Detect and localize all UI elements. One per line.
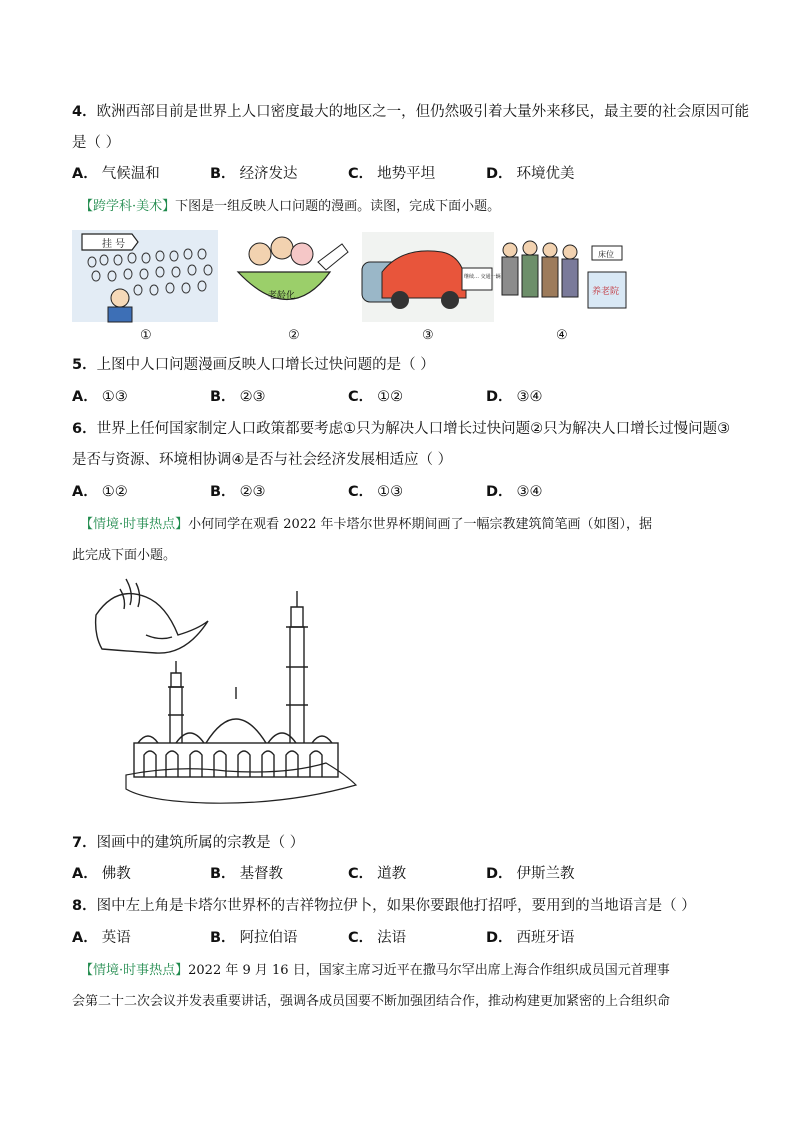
q4-option-b[interactable]: B． 经济发达 <box>210 166 298 182</box>
comic-queue-image <box>72 230 218 322</box>
q5-stem: 5．上图中人口问题漫画反映人口增长过快问题的是（ ） <box>72 357 435 373</box>
comic-label-4: ④ <box>556 328 568 343</box>
note-current-events-1-line2: 此完成下面小题。 <box>72 548 177 563</box>
q8-option-d[interactable]: D． 西班牙语 <box>486 930 575 946</box>
q6-option-c[interactable]: C． ①③ <box>348 484 404 500</box>
q4-stem-line2: 是（ ） <box>72 135 121 151</box>
q4-option-c[interactable]: C． 地势平坦 <box>348 166 436 182</box>
q6-option-a[interactable]: A． ①② <box>72 484 128 500</box>
q6-stem-line2: 是否与资源、环境相协调④是否与社会经济发展相适应（ ） <box>72 452 453 468</box>
comic-label-2: ② <box>288 328 300 343</box>
q7-option-d[interactable]: D． 伊斯兰教 <box>486 866 575 882</box>
comic-aging-label: 老龄化 <box>268 291 296 301</box>
comic-queue-sign: 挂 号 <box>102 239 126 250</box>
q7-option-b[interactable]: B． 基督教 <box>210 866 284 882</box>
q8-option-c[interactable]: C． 法语 <box>348 930 407 946</box>
note-current-events-2: 【情境·时事热点】2022 年 9 月 16 日，国家主席习近平在撒马尔罕出席上海合作组织成员国元首理事 <box>80 963 670 978</box>
q7-option-c[interactable]: C． 道教 <box>348 866 407 882</box>
comic-traffic-sign: 继续… 交通一辆 <box>464 274 501 280</box>
q4-option-d[interactable]: D． 环境优美 <box>486 166 575 182</box>
q7-option-a[interactable]: A． 佛教 <box>72 866 131 882</box>
note-cross-subject: 【跨学科·美术】下图是一组反映人口问题的漫画。读图，完成下面小题。 <box>80 199 501 214</box>
q5-option-d[interactable]: D． ③④ <box>486 389 543 405</box>
q4-option-a[interactable]: A． 气候温和 <box>72 166 160 182</box>
comic-aging-image <box>230 232 350 322</box>
q6-option-d[interactable]: D． ③④ <box>486 484 543 500</box>
q8-option-b[interactable]: B． 阿拉伯语 <box>210 930 298 946</box>
q6-stem-line1: 6．世界上任何国家制定人口政策都要考虑①只为解决人口增长过快问题②只为解决人口增长过慢问题③ <box>72 421 731 437</box>
comic-label-3: ③ <box>422 328 434 343</box>
q5-option-b[interactable]: B． ②③ <box>210 389 266 405</box>
comic-label-1: ① <box>140 328 152 343</box>
mosque-sketch-image <box>86 575 366 820</box>
q6-option-b[interactable]: B． ②③ <box>210 484 266 500</box>
q4-stem-line1: 4．欧洲西部目前是世界上人口密度最大的地区之一，但仍然吸引着大量外来移民，最主要的社会原因可能 <box>72 104 750 120</box>
comic-elderly-sign: 床位 <box>598 250 614 259</box>
q7-stem: 7．图画中的建筑所属的宗教是（ ） <box>72 835 305 851</box>
q5-option-c[interactable]: C． ①② <box>348 389 404 405</box>
q5-option-a[interactable]: A． ①③ <box>72 389 128 405</box>
q8-option-a[interactable]: A． 英语 <box>72 930 131 946</box>
q8-stem: 8．图中左上角是卡塔尔世界杯的吉祥物拉伊卜，如果你要跟他打招呼，要用到的当地语言是（ ） <box>72 898 696 914</box>
comic-traffic-image <box>362 232 501 322</box>
note-current-events-1: 【情境·时事热点】小何同学在观看 2022 年卡塔尔世界杯期间画了一幅宗教建筑简笔画（如图），据 <box>80 517 652 532</box>
comic-elderly-image <box>496 232 628 322</box>
comic-elderly-label: 养老院 <box>592 287 620 297</box>
note-current-events-2-line2: 会第二十二次会议并发表重要讲话，强调各成员国要不断加强团结合作，推动构建更加紧密的上合组织命 <box>72 994 671 1009</box>
